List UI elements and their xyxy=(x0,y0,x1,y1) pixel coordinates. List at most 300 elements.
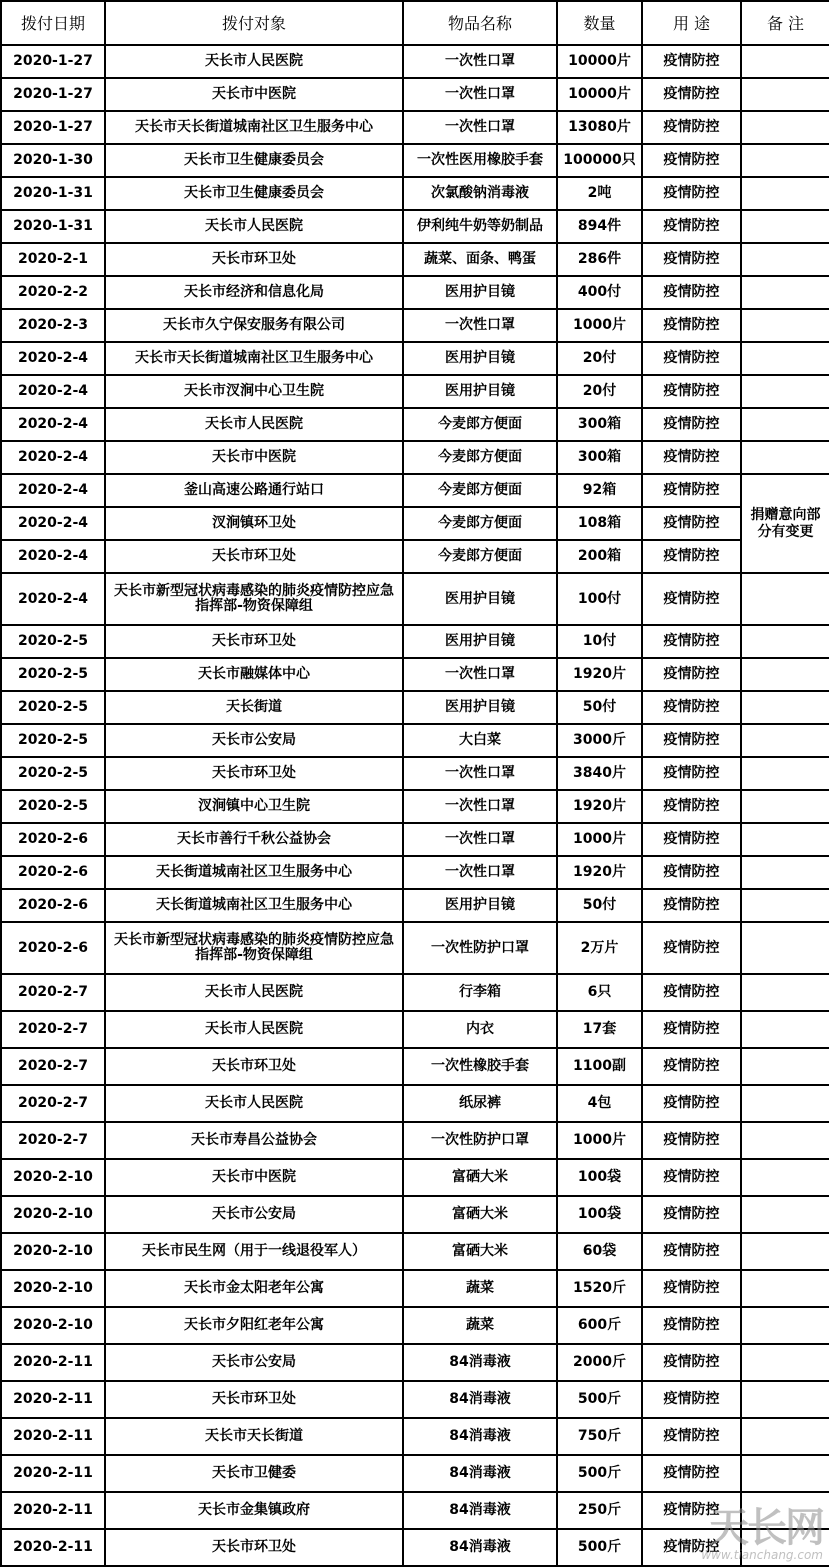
use-cell: 疫情防控 xyxy=(642,1455,741,1492)
note-cell-empty xyxy=(741,757,829,790)
quantity-cell: 500斤 xyxy=(557,1455,642,1492)
date-cell: 2020-2-6 xyxy=(1,856,105,889)
target-cell: 天长市天长街道城南社区卫生服务中心 xyxy=(105,342,403,375)
use-cell: 疫情防控 xyxy=(642,1529,741,1566)
target-cell: 天长市环卫处 xyxy=(105,757,403,790)
quantity-cell: 20付 xyxy=(557,342,642,375)
item-cell: 一次性口罩 xyxy=(403,45,557,78)
item-cell: 84消毒液 xyxy=(403,1455,557,1492)
quantity-cell: 750斤 xyxy=(557,1418,642,1455)
note-cell-empty xyxy=(741,1344,829,1381)
target-cell: 天长市夕阳红老年公寓 xyxy=(105,1307,403,1344)
note-cell-empty xyxy=(741,1011,829,1048)
use-cell: 疫情防控 xyxy=(642,1381,741,1418)
quantity-cell: 1100副 xyxy=(557,1048,642,1085)
target-cell: 天长市久宁保安服务有限公司 xyxy=(105,309,403,342)
use-cell: 疫情防控 xyxy=(642,1196,741,1233)
note-cell-empty xyxy=(741,1270,829,1307)
date-cell: 2020-2-11 xyxy=(1,1455,105,1492)
table-row xyxy=(1,625,829,658)
table-row xyxy=(1,573,829,625)
note-cell-empty xyxy=(741,1233,829,1270)
table-row xyxy=(1,342,829,375)
item-cell: 蔬菜 xyxy=(403,1270,557,1307)
quantity-cell: 50付 xyxy=(557,691,642,724)
target-cell: 汊涧镇环卫处 xyxy=(105,507,403,540)
target-cell: 天长市汊涧中心卫生院 xyxy=(105,375,403,408)
target-cell: 天长市公安局 xyxy=(105,1344,403,1381)
table-row xyxy=(1,111,829,144)
item-cell: 84消毒液 xyxy=(403,1381,557,1418)
use-cell: 疫情防控 xyxy=(642,1307,741,1344)
note-cell-empty xyxy=(741,790,829,823)
table-row xyxy=(1,375,829,408)
item-cell: 富硒大米 xyxy=(403,1159,557,1196)
date-cell: 2020-2-4 xyxy=(1,474,105,507)
table-row xyxy=(1,540,829,573)
item-cell: 一次性口罩 xyxy=(403,856,557,889)
use-cell: 疫情防控 xyxy=(642,1270,741,1307)
date-cell: 2020-2-7 xyxy=(1,1048,105,1085)
table-row xyxy=(1,1492,829,1529)
quantity-cell: 200箱 xyxy=(557,540,642,573)
date-cell: 2020-2-5 xyxy=(1,691,105,724)
table-row xyxy=(1,1085,829,1122)
date-cell: 2020-1-31 xyxy=(1,177,105,210)
use-cell: 疫情防控 xyxy=(642,1159,741,1196)
table-row xyxy=(1,724,829,757)
item-cell: 内衣 xyxy=(403,1011,557,1048)
use-cell: 疫情防控 xyxy=(642,889,741,922)
header-target: 拨付对象 xyxy=(105,1,403,45)
quantity-cell: 894件 xyxy=(557,210,642,243)
table-row xyxy=(1,408,829,441)
target-cell: 天长市寿昌公益协会 xyxy=(105,1122,403,1159)
quantity-cell: 10000片 xyxy=(557,45,642,78)
item-cell: 84消毒液 xyxy=(403,1344,557,1381)
quantity-cell: 1000片 xyxy=(557,309,642,342)
date-cell: 2020-2-5 xyxy=(1,658,105,691)
quantity-cell: 20付 xyxy=(557,375,642,408)
item-cell: 一次性口罩 xyxy=(403,823,557,856)
note-cell-empty xyxy=(741,408,829,441)
item-cell: 84消毒液 xyxy=(403,1418,557,1455)
date-cell: 2020-2-5 xyxy=(1,625,105,658)
use-cell: 疫情防控 xyxy=(642,1233,741,1270)
table-row xyxy=(1,658,829,691)
date-cell: 2020-2-10 xyxy=(1,1233,105,1270)
quantity-cell: 60袋 xyxy=(557,1233,642,1270)
use-cell: 疫情防控 xyxy=(642,276,741,309)
use-cell: 疫情防控 xyxy=(642,1492,741,1529)
use-cell: 疫情防控 xyxy=(642,408,741,441)
quantity-cell: 2吨 xyxy=(557,177,642,210)
target-cell: 天长市经济和信息化局 xyxy=(105,276,403,309)
target-cell: 天长市人民医院 xyxy=(105,408,403,441)
date-cell: 2020-2-10 xyxy=(1,1159,105,1196)
note-cell-empty xyxy=(741,889,829,922)
table-row xyxy=(1,823,829,856)
target-cell: 天长市人民医院 xyxy=(105,1011,403,1048)
use-cell: 疫情防控 xyxy=(642,540,741,573)
use-cell: 疫情防控 xyxy=(642,724,741,757)
quantity-cell: 50付 xyxy=(557,889,642,922)
target-cell: 天长市善行千秋公益协会 xyxy=(105,823,403,856)
quantity-cell: 100付 xyxy=(557,573,642,625)
date-cell: 2020-2-7 xyxy=(1,1011,105,1048)
table-row xyxy=(1,757,829,790)
note-cell-empty xyxy=(741,658,829,691)
item-cell: 次氯酸钠消毒液 xyxy=(403,177,557,210)
quantity-cell: 300箱 xyxy=(557,441,642,474)
target-cell: 天长市中医院 xyxy=(105,1159,403,1196)
note-cell-empty xyxy=(741,1381,829,1418)
note-cell-empty xyxy=(741,1085,829,1122)
note-cell-empty xyxy=(741,1122,829,1159)
date-cell: 2020-2-11 xyxy=(1,1529,105,1566)
table-row xyxy=(1,1233,829,1270)
target-cell: 天长市公安局 xyxy=(105,1196,403,1233)
target-cell: 天长市人民医院 xyxy=(105,210,403,243)
item-cell: 蔬菜 xyxy=(403,1307,557,1344)
date-cell: 2020-2-4 xyxy=(1,408,105,441)
table-row xyxy=(1,1418,829,1455)
date-cell: 2020-2-4 xyxy=(1,375,105,408)
use-cell: 疫情防控 xyxy=(642,507,741,540)
use-cell: 疫情防控 xyxy=(642,1085,741,1122)
date-cell: 2020-2-11 xyxy=(1,1418,105,1455)
table-row xyxy=(1,309,829,342)
quantity-cell: 1920片 xyxy=(557,790,642,823)
use-cell: 疫情防控 xyxy=(642,177,741,210)
date-cell: 2020-2-4 xyxy=(1,441,105,474)
use-cell: 疫情防控 xyxy=(642,342,741,375)
use-cell: 疫情防控 xyxy=(642,474,741,507)
use-cell: 疫情防控 xyxy=(642,974,741,1011)
target-cell: 天长街道城南社区卫生服务中心 xyxy=(105,889,403,922)
quantity-cell: 4包 xyxy=(557,1085,642,1122)
table-row xyxy=(1,177,829,210)
target-cell: 天长市环卫处 xyxy=(105,1529,403,1566)
note-cell-empty xyxy=(741,243,829,276)
date-cell: 2020-2-2 xyxy=(1,276,105,309)
table-row xyxy=(1,45,829,78)
item-cell: 医用护目镜 xyxy=(403,276,557,309)
date-cell: 2020-2-6 xyxy=(1,823,105,856)
table-row xyxy=(1,1196,829,1233)
item-cell: 伊利纯牛奶等奶制品 xyxy=(403,210,557,243)
item-cell: 一次性防护口罩 xyxy=(403,1122,557,1159)
header-quantity: 数量 xyxy=(557,1,642,45)
quantity-cell: 6只 xyxy=(557,974,642,1011)
date-cell: 2020-2-10 xyxy=(1,1307,105,1344)
quantity-cell: 10000片 xyxy=(557,78,642,111)
item-cell: 富硒大米 xyxy=(403,1233,557,1270)
date-cell: 2020-1-27 xyxy=(1,45,105,78)
table-row xyxy=(1,243,829,276)
header-row xyxy=(1,1,829,45)
date-cell: 2020-2-7 xyxy=(1,1085,105,1122)
quantity-cell: 1000片 xyxy=(557,823,642,856)
target-cell: 天长街道 xyxy=(105,691,403,724)
note-cell-empty xyxy=(741,111,829,144)
note-cell-empty xyxy=(741,1159,829,1196)
header-use: 用 途 xyxy=(642,1,741,45)
date-cell: 2020-1-27 xyxy=(1,111,105,144)
use-cell: 疫情防控 xyxy=(642,441,741,474)
item-cell: 今麦郎方便面 xyxy=(403,474,557,507)
date-cell: 2020-2-11 xyxy=(1,1492,105,1529)
item-cell: 今麦郎方便面 xyxy=(403,540,557,573)
header-item: 物品名称 xyxy=(403,1,557,45)
date-cell: 2020-1-27 xyxy=(1,78,105,111)
quantity-cell: 13080片 xyxy=(557,111,642,144)
watermark-site: www.tianchang.com xyxy=(701,1548,823,1562)
quantity-cell: 500斤 xyxy=(557,1381,642,1418)
use-cell: 疫情防控 xyxy=(642,1122,741,1159)
target-cell: 天长市民生网（用于一线退役军人） xyxy=(105,1233,403,1270)
header-note: 备 注 xyxy=(741,1,829,45)
note-cell-empty xyxy=(741,724,829,757)
item-cell: 一次性口罩 xyxy=(403,658,557,691)
note-cell-empty xyxy=(741,691,829,724)
target-cell: 天长市金太阳老年公寓 xyxy=(105,1270,403,1307)
note-cell-empty xyxy=(741,922,829,974)
use-cell: 疫情防控 xyxy=(642,1344,741,1381)
table-row xyxy=(1,1455,829,1492)
target-cell: 天长市卫健委 xyxy=(105,1455,403,1492)
use-cell: 疫情防控 xyxy=(642,823,741,856)
target-cell: 天长市中医院 xyxy=(105,441,403,474)
date-cell: 2020-2-6 xyxy=(1,922,105,974)
use-cell: 疫情防控 xyxy=(642,111,741,144)
table-row xyxy=(1,856,829,889)
date-cell: 2020-1-30 xyxy=(1,144,105,177)
target-cell: 天长市人民医院 xyxy=(105,974,403,1011)
date-cell: 2020-2-7 xyxy=(1,974,105,1011)
table-row xyxy=(1,78,829,111)
quantity-cell: 1920片 xyxy=(557,856,642,889)
quantity-cell: 100袋 xyxy=(557,1159,642,1196)
watermark-logo: 天长网 xyxy=(709,1505,823,1551)
table-row xyxy=(1,1344,829,1381)
use-cell: 疫情防控 xyxy=(642,691,741,724)
date-cell: 2020-2-5 xyxy=(1,724,105,757)
note-cell-empty xyxy=(741,78,829,111)
date-cell: 2020-2-4 xyxy=(1,540,105,573)
item-cell: 一次性橡胶手套 xyxy=(403,1048,557,1085)
date-cell: 2020-2-4 xyxy=(1,573,105,625)
target-cell: 天长市人民医院 xyxy=(105,1085,403,1122)
date-cell: 2020-2-4 xyxy=(1,507,105,540)
target-cell: 天长市天长街道 xyxy=(105,1418,403,1455)
use-cell: 疫情防控 xyxy=(642,210,741,243)
item-cell: 今麦郎方便面 xyxy=(403,507,557,540)
target-cell: 天长市环卫处 xyxy=(105,1381,403,1418)
date-cell: 2020-2-11 xyxy=(1,1344,105,1381)
quantity-cell: 3840片 xyxy=(557,757,642,790)
date-cell: 2020-2-10 xyxy=(1,1270,105,1307)
table-row xyxy=(1,1159,829,1196)
target-cell: 天长市环卫处 xyxy=(105,540,403,573)
use-cell: 疫情防控 xyxy=(642,243,741,276)
item-cell: 一次性医用橡胶手套 xyxy=(403,144,557,177)
item-cell: 纸尿裤 xyxy=(403,1085,557,1122)
note-cell-empty xyxy=(741,625,829,658)
target-cell: 天长街道城南社区卫生服务中心 xyxy=(105,856,403,889)
target-cell: 天长市新型冠状病毒感染的肺炎疫情防控应急指挥部-物资保障组 xyxy=(105,922,403,974)
table-row xyxy=(1,1048,829,1085)
note-cell-empty xyxy=(741,210,829,243)
table-row xyxy=(1,790,829,823)
use-cell: 疫情防控 xyxy=(642,573,741,625)
date-cell: 2020-2-1 xyxy=(1,243,105,276)
use-cell: 疫情防控 xyxy=(642,625,741,658)
use-cell: 疫情防控 xyxy=(642,309,741,342)
date-cell: 2020-2-7 xyxy=(1,1122,105,1159)
note-cell-empty xyxy=(741,1418,829,1455)
table-row xyxy=(1,1122,829,1159)
item-cell: 一次性口罩 xyxy=(403,790,557,823)
table-row xyxy=(1,1270,829,1307)
item-cell: 84消毒液 xyxy=(403,1529,557,1566)
quantity-cell: 108箱 xyxy=(557,507,642,540)
note-cell-empty xyxy=(741,974,829,1011)
use-cell: 疫情防控 xyxy=(642,790,741,823)
target-cell: 釜山高速公路通行站口 xyxy=(105,474,403,507)
quantity-cell: 92箱 xyxy=(557,474,642,507)
quantity-cell: 1000片 xyxy=(557,1122,642,1159)
item-cell: 行李箱 xyxy=(403,974,557,1011)
use-cell: 疫情防控 xyxy=(642,856,741,889)
note-cell-empty xyxy=(741,823,829,856)
target-cell: 汊涧镇中心卫生院 xyxy=(105,790,403,823)
date-cell: 2020-2-6 xyxy=(1,889,105,922)
table-row xyxy=(1,474,829,507)
item-cell: 医用护目镜 xyxy=(403,573,557,625)
table-row xyxy=(1,1307,829,1344)
item-cell: 今麦郎方便面 xyxy=(403,441,557,474)
table-row xyxy=(1,144,829,177)
table-row xyxy=(1,691,829,724)
header-date: 拨付日期 xyxy=(1,1,105,45)
quantity-cell: 250斤 xyxy=(557,1492,642,1529)
note-cell-empty xyxy=(741,441,829,474)
item-cell: 大白菜 xyxy=(403,724,557,757)
target-cell: 天长市中医院 xyxy=(105,78,403,111)
target-cell: 天长市环卫处 xyxy=(105,243,403,276)
quantity-cell: 400付 xyxy=(557,276,642,309)
target-cell: 天长市卫生健康委员会 xyxy=(105,177,403,210)
note-cell-empty xyxy=(741,856,829,889)
date-cell: 2020-2-5 xyxy=(1,757,105,790)
quantity-cell: 286件 xyxy=(557,243,642,276)
table-row xyxy=(1,1381,829,1418)
target-cell: 天长市融媒体中心 xyxy=(105,658,403,691)
target-cell: 天长市人民医院 xyxy=(105,45,403,78)
quantity-cell: 1920片 xyxy=(557,658,642,691)
item-cell: 富硒大米 xyxy=(403,1196,557,1233)
use-cell: 疫情防控 xyxy=(642,757,741,790)
note-cell-empty xyxy=(741,1307,829,1344)
note-cell-empty xyxy=(741,1196,829,1233)
use-cell: 疫情防控 xyxy=(642,658,741,691)
item-cell: 蔬菜、面条、鸭蛋 xyxy=(403,243,557,276)
item-cell: 医用护目镜 xyxy=(403,625,557,658)
note-cell-empty xyxy=(741,309,829,342)
quantity-cell: 2000斤 xyxy=(557,1344,642,1381)
table-row xyxy=(1,889,829,922)
table-row xyxy=(1,276,829,309)
note-cell-empty xyxy=(741,276,829,309)
target-cell: 天长市新型冠状病毒感染的肺炎疫情防控应急指挥部-物资保障组 xyxy=(105,573,403,625)
target-cell: 天长市公安局 xyxy=(105,724,403,757)
table-row xyxy=(1,1011,829,1048)
quantity-cell: 1520斤 xyxy=(557,1270,642,1307)
use-cell: 疫情防控 xyxy=(642,1011,741,1048)
note-cell: 捐赠意向部分有变更 xyxy=(741,474,829,573)
date-cell: 2020-2-5 xyxy=(1,790,105,823)
note-cell-empty xyxy=(741,45,829,78)
item-cell: 一次性口罩 xyxy=(403,309,557,342)
item-cell: 医用护目镜 xyxy=(403,375,557,408)
quantity-cell: 100袋 xyxy=(557,1196,642,1233)
table-row xyxy=(1,974,829,1011)
note-cell-empty xyxy=(741,375,829,408)
item-cell: 一次性口罩 xyxy=(403,111,557,144)
quantity-cell: 10付 xyxy=(557,625,642,658)
note-cell-empty xyxy=(741,1529,829,1566)
quantity-cell: 300箱 xyxy=(557,408,642,441)
target-cell: 天长市金集镇政府 xyxy=(105,1492,403,1529)
item-cell: 医用护目镜 xyxy=(403,342,557,375)
quantity-cell: 100000只 xyxy=(557,144,642,177)
table-row xyxy=(1,922,829,974)
item-cell: 医用护目镜 xyxy=(403,691,557,724)
item-cell: 医用护目镜 xyxy=(403,889,557,922)
item-cell: 一次性口罩 xyxy=(403,78,557,111)
item-cell: 84消毒液 xyxy=(403,1492,557,1529)
table-body xyxy=(1,45,829,1566)
target-cell: 天长市环卫处 xyxy=(105,1048,403,1085)
item-cell: 一次性口罩 xyxy=(403,757,557,790)
use-cell: 疫情防控 xyxy=(642,45,741,78)
quantity-cell: 3000斤 xyxy=(557,724,642,757)
table-row xyxy=(1,507,829,540)
use-cell: 疫情防控 xyxy=(642,922,741,974)
note-cell-empty xyxy=(741,1048,829,1085)
table-row xyxy=(1,1529,829,1566)
note-cell-empty xyxy=(741,573,829,625)
note-cell-empty xyxy=(741,1492,829,1529)
date-cell: 2020-2-11 xyxy=(1,1381,105,1418)
date-cell: 2020-2-3 xyxy=(1,309,105,342)
quantity-cell: 500斤 xyxy=(557,1529,642,1566)
date-cell: 2020-2-10 xyxy=(1,1196,105,1233)
quantity-cell: 600斤 xyxy=(557,1307,642,1344)
target-cell: 天长市天长街道城南社区卫生服务中心 xyxy=(105,111,403,144)
target-cell: 天长市卫生健康委员会 xyxy=(105,144,403,177)
note-cell-empty xyxy=(741,177,829,210)
use-cell: 疫情防控 xyxy=(642,1048,741,1085)
table-row xyxy=(1,210,829,243)
use-cell: 疫情防控 xyxy=(642,78,741,111)
use-cell: 疫情防控 xyxy=(642,144,741,177)
target-cell: 天长市环卫处 xyxy=(105,625,403,658)
date-cell: 2020-1-31 xyxy=(1,210,105,243)
quantity-cell: 2万片 xyxy=(557,922,642,974)
note-cell-empty xyxy=(741,1455,829,1492)
